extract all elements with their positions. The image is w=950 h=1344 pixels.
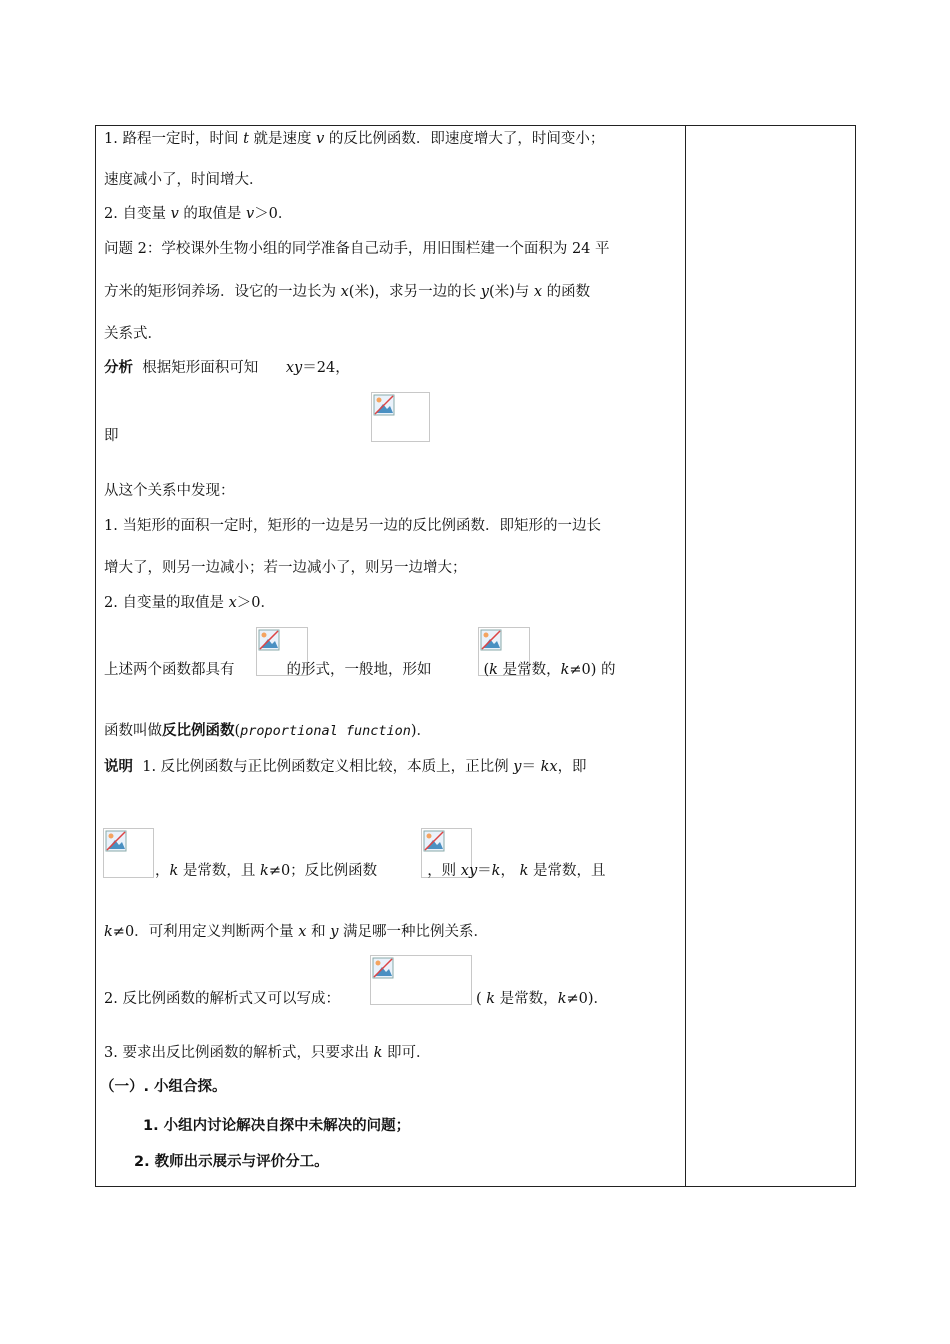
text-line: 上述两个函数都具有 的形式，一般地，形如 (k 是常数，k≠0) 的	[104, 662, 616, 678]
text-line: k≠0．可利用定义判断两个量 x 和 y 满足哪一种比例关系．	[104, 924, 488, 940]
formula-image	[370, 955, 472, 1005]
text-line: 关系式．	[104, 326, 162, 342]
text-line: ，k 是常数，且 k≠0；反比例函数 ，则 xy＝k， k 是常数，且	[155, 863, 606, 879]
text-line: 从这个关系中发现：	[104, 483, 235, 499]
text-line: 速度减小了，时间增大．	[104, 172, 264, 188]
broken-image-icon	[480, 629, 502, 651]
text-line: 2. 自变量的取值是 x＞0．	[104, 595, 275, 611]
text-line: 说明 1. 反比例函数与正比例函数定义相比较，本质上，正比例 y＝ kx，即	[104, 759, 587, 775]
text-line: 2. 反比例函数的解析式又可以写成：	[104, 991, 340, 1007]
column-divider	[685, 125, 686, 1187]
text-line: 即	[104, 428, 119, 444]
formula-image	[371, 392, 430, 442]
formula-image	[103, 828, 154, 878]
broken-image-icon	[258, 629, 280, 651]
text-line: 函数叫做反比例函数(proportional function)．	[104, 723, 432, 739]
text-line: 分析 根据矩形面积可知 xy＝24，	[104, 360, 350, 376]
text-line: 2. 自变量 v 的取值是 v＞0．	[104, 206, 293, 222]
section-heading: （一）. 小组合探。	[100, 1079, 227, 1095]
broken-image-icon	[105, 830, 127, 852]
text-line: 方米的矩形饲养场．设它的一边长为 x(米)，求另一边的长 y(米)与 x 的函数	[104, 284, 591, 300]
text-line: ( k 是常数，k≠0)．	[476, 991, 609, 1007]
broken-image-icon	[372, 957, 394, 979]
text-line: 1. 当矩形的面积一定时，矩形的一边是另一边的反比例函数．即矩形的一边长	[104, 518, 601, 534]
broken-image-icon	[373, 394, 395, 416]
text-line: 问题 2：学校课外生物小组的同学准备自己动手，用旧围栏建一个面积为 24 平	[104, 241, 610, 257]
text-line: 3. 要求出反比例函数的解析式，只要求出 k 即可．	[104, 1045, 431, 1061]
text-line: 2. 教师出示展示与评价分工。	[134, 1154, 329, 1170]
text-line: 增大了，则另一边减小；若一边减小了，则另一边增大；	[104, 560, 467, 576]
text-line: 1. 小组内讨论解决自探中未解决的问题；	[143, 1118, 411, 1134]
broken-image-icon	[423, 830, 445, 852]
text-line: 1. 路程一定时，时间 t 就是速度 v 的反比例函数．即速度增大了，时间变小；	[104, 131, 605, 147]
